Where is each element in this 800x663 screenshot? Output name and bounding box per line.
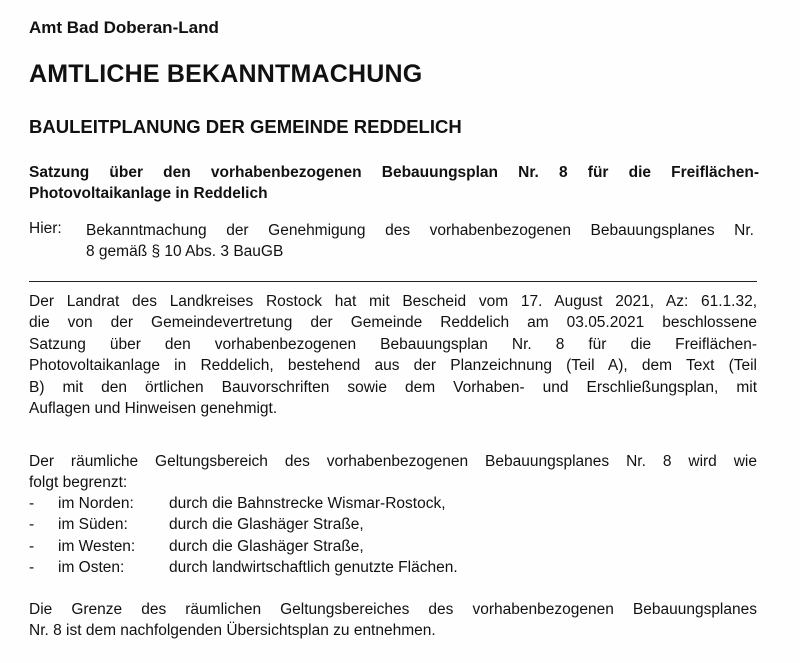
paragraph-line: folgt begrenzt: [29,474,128,492]
paragraph-line: Die Grenze des räumlichen Geltungsbereiches des vorhabenbezogenen Bebauungsplanes [29,601,757,618]
list-bullet: - [29,495,35,512]
office-name: Amt Bad Doberan-Land [29,18,219,37]
boundary-item-north [29,493,757,514]
paragraph-line: Satzung über den vorhabenbezogenen Bebauungsplan Nr. 8 für die Freiflächen- [29,335,757,353]
paragraph-line: die von der Gemeindevertretung der Gemeinde Reddelich am 03.05.2021 beschlossene [29,314,757,332]
map-reference-paragraph [29,599,757,642]
page-title: AMTLICHE BEKANNTMACHUNG [29,60,423,88]
scope-paragraph [29,451,757,494]
notice-text-line: Bekanntmachung der Genehmigung des vorhabenbezogenen Bebauungsplanes Nr. [86,222,754,239]
boundary-direction: im Süden: [58,516,128,534]
statute-title [29,162,759,204]
boundary-description: durch die Glashäger Straße, [169,537,364,555]
paragraph-line: Photovoltaikanlage in Reddelich, bestehend aus der Planzeichnung (Teil A), dem Text (Teil [29,357,757,375]
page-subtitle: BAULEITPLANUNG DER GEMEINDE REDDELICH [29,116,462,137]
notice-label: Hier: [29,220,62,237]
paragraph-line: Der räumliche Geltungsbereich des vorhabenbezogenen Bebauungsplanes Nr. 8 wird wie [29,453,757,470]
list-bullet: - [29,516,35,534]
boundary-direction: im Osten: [58,559,125,577]
notice-text-line: 8 gemäß § 10 Abs. 3 BauGB [86,243,284,260]
boundary-direction: im Norden: [58,495,134,512]
notice-text [86,220,754,262]
approval-paragraph [29,291,757,419]
list-bullet: - [29,537,35,555]
boundary-item-south [29,514,757,535]
boundary-description: durch landwirtschaftlich genutzte Flächen. [169,559,458,577]
boundary-description: durch die Bahnstrecke Wismar-Rostock, [169,495,446,512]
paragraph-line: Auflagen und Hinweisen genehmigt. [29,400,278,418]
statute-title-line: Satzung über den vorhabenbezogenen Bebauungsplan Nr. 8 für die Freiflächen- [29,164,759,181]
boundary-list [29,493,757,579]
boundary-item-east [29,557,757,578]
section-divider [29,281,757,282]
paragraph-line: B) mit den örtlichen Bauvorschriften sowie dem Vorhaben- und Erschließungsplan, mit [29,378,757,396]
paragraph-line: Nr. 8 ist dem nachfolgenden Übersichtsplan zu entnehmen. [29,622,436,640]
statute-title-line: Photovoltaikanlage in Reddelich [29,185,268,202]
boundary-description: durch die Glashäger Straße, [169,516,364,534]
paragraph-line: Der Landrat des Landkreises Rostock hat mit Bescheid vom 17. August 2021, Az: 61.1.32, [29,293,757,310]
boundary-item-west [29,536,757,557]
boundary-direction: im Westen: [58,537,136,555]
list-bullet: - [29,559,35,577]
